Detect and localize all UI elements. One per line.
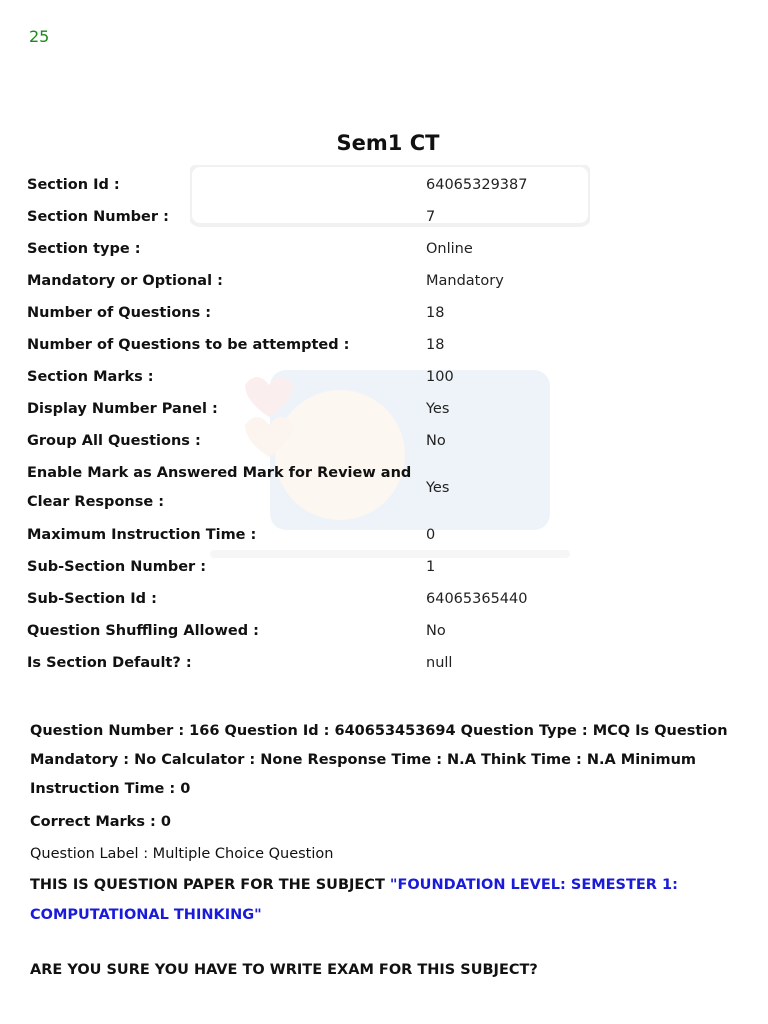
- info-row-enable-mark-review: [27, 457, 747, 519]
- info-row-section-type: [27, 233, 747, 265]
- section-info-table: [27, 169, 747, 679]
- question-label: Question Label : Multiple Choice Question: [30, 846, 334, 862]
- page-number: 25: [29, 27, 50, 46]
- question-ask: ARE YOU SURE YOU HAVE TO WRITE EXAM FOR THIS SUBJECT?: [30, 962, 538, 978]
- info-row-section-id: [27, 169, 747, 201]
- info-value: 18: [426, 305, 445, 321]
- info-value: No: [426, 433, 446, 449]
- info-value: null: [426, 655, 453, 671]
- info-row-sub-section-id: [27, 583, 747, 615]
- info-value: 18: [426, 337, 445, 353]
- info-label: Maximum Instruction Time :: [27, 526, 257, 543]
- info-value: 7: [426, 209, 436, 225]
- info-row-sub-section-number: [27, 551, 747, 583]
- info-label: Section Number :: [27, 208, 169, 225]
- info-label: Sub-Section Number :: [27, 558, 207, 575]
- info-label: Display Number Panel :: [27, 400, 218, 417]
- subject-name: "FOUNDATION LEVEL: SEMESTER 1: COMPUTATIONAL THINKING": [30, 877, 678, 923]
- info-row-section-marks: [27, 361, 747, 393]
- info-value: Mandatory: [426, 273, 504, 289]
- info-label: Number of Questions :: [27, 304, 212, 321]
- info-row-section-number: [27, 201, 747, 233]
- correct-marks: Correct Marks : 0: [30, 814, 171, 830]
- info-label: Number of Questions to be attempted :: [27, 336, 350, 353]
- info-value: 0: [426, 527, 436, 543]
- info-label: Question Shuffling Allowed :: [27, 622, 259, 639]
- info-row-questions-to-attempt: [27, 329, 747, 361]
- info-label: Section Id :: [27, 176, 120, 193]
- info-row-question-shuffling: [27, 615, 747, 647]
- question-meta: Question Number : 166 Question Id : 640653453694 Question Type : MCQ Is Question Mandatory : No Calculator : None Response Time : N.A Think Time : N.A Minimum Instruction Time : 0: [30, 723, 728, 797]
- info-label: Sub-Section Id :: [27, 590, 157, 607]
- info-label: Section Marks :: [27, 368, 154, 385]
- question-subject: [30, 870, 754, 930]
- question-block: [30, 717, 754, 985]
- info-label: Enable Mark as Answered Mark for Review and Clear Response :: [27, 465, 412, 510]
- info-value: 100: [426, 369, 454, 385]
- info-value: 64065329387: [426, 177, 528, 193]
- info-row-is-section-default: [27, 647, 747, 679]
- info-row-mandatory: [27, 265, 747, 297]
- info-label: Is Section Default? :: [27, 654, 192, 671]
- info-label: Group All Questions :: [27, 432, 201, 449]
- section-title: Sem1 CT: [336, 131, 440, 155]
- info-row-group-all-questions: [27, 425, 747, 457]
- info-value: Online: [426, 241, 473, 257]
- info-row-max-instruction-time: [27, 519, 747, 551]
- info-label: Mandatory or Optional :: [27, 272, 223, 289]
- info-value: Yes: [426, 480, 450, 496]
- info-label: Section type :: [27, 240, 141, 257]
- info-value: Yes: [426, 401, 450, 417]
- info-value: 64065365440: [426, 591, 528, 607]
- info-row-number-of-questions: [27, 297, 747, 329]
- info-row-display-number-panel: [27, 393, 747, 425]
- info-value: 1: [426, 559, 436, 575]
- info-value: No: [426, 623, 446, 639]
- subject-prefix: THIS IS QUESTION PAPER FOR THE SUBJECT: [30, 877, 390, 893]
